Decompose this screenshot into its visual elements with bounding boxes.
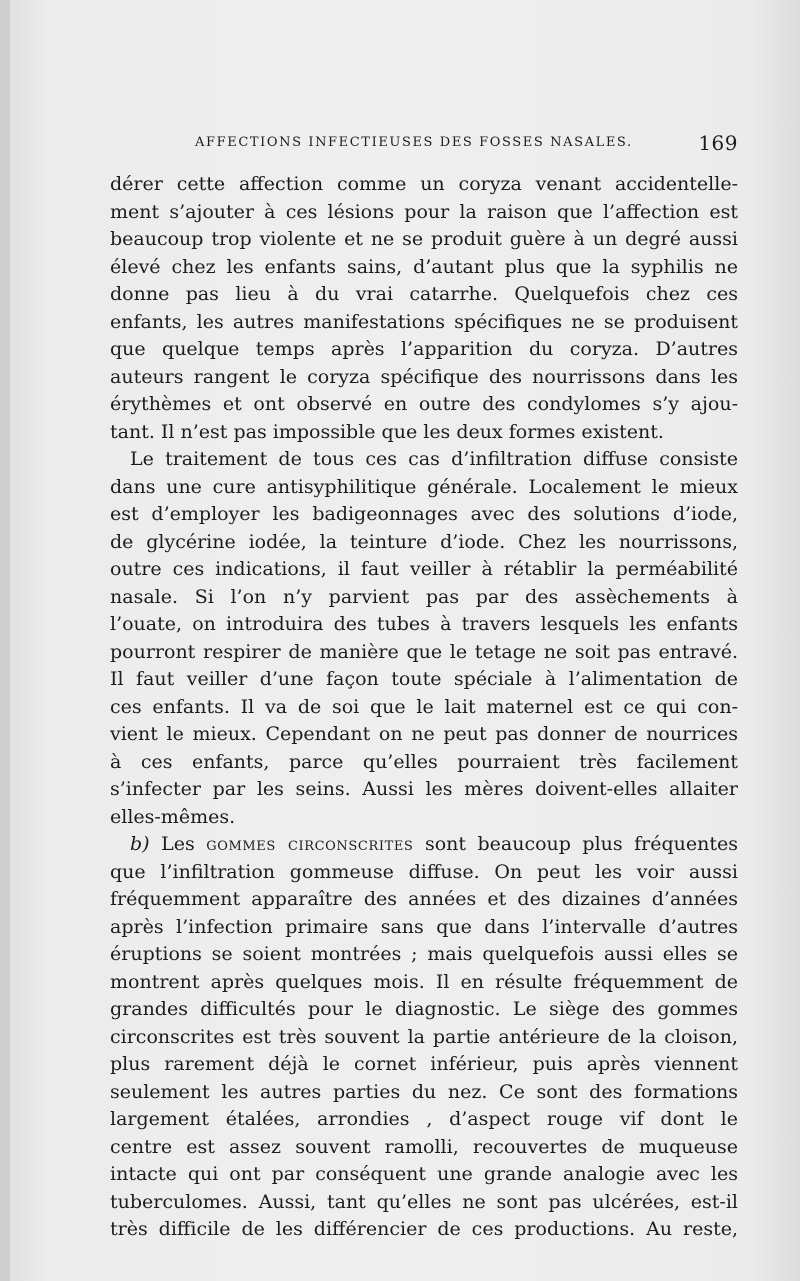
page-gutter <box>0 0 10 1281</box>
text-line: donne pas lieu à du vrai catarrhe. Quelquefois chez ces <box>110 283 738 305</box>
paragraph-traitement <box>110 446 738 831</box>
text-line: très difficile de les différencier de ces productions. Au reste, <box>110 1218 738 1240</box>
text-line <box>110 831 738 859</box>
body-text <box>110 171 738 1244</box>
text-line: fréquemment apparaître des années et des dizaines d’années <box>110 888 738 910</box>
text-line: Le traitement de tous ces cas d’infiltration diffuse consiste <box>130 448 738 470</box>
text-line: elles-mêmes. <box>110 805 236 828</box>
text-line: vient le mieux. Cependant on ne peut pas donner de nourrices <box>110 723 738 745</box>
text-line: pourront respirer de manière que le tetage ne soit pas entravé. <box>110 640 738 663</box>
text-line: ces enfants. Il va de soi que le lait maternel est ce qui con- <box>110 695 738 718</box>
paragraph-gommes <box>110 831 738 1244</box>
text-line: s’infecter par les seins. Aussi les mères doivent-elles allaiter <box>110 778 738 800</box>
text-line: après l’infection primaire sans que dans l’intervalle d’autres <box>110 915 738 938</box>
text-line: élevé chez les enfants sains, d’autant plus que la syphilis ne <box>110 255 738 278</box>
text-line: seulement les autres parties du nez. Ce sont des formations <box>110 1080 738 1103</box>
text-line: érythèmes et ont observé en outre des condylomes s’y ajou- <box>110 393 738 415</box>
text-line: montrent après quelques mois. Il en résulte fréquemment de <box>110 970 738 993</box>
page-number: 169 <box>698 131 738 155</box>
text-line: à ces enfants, parce qu’elles pourraient très facilement <box>110 750 738 773</box>
text-line: que l’infiltration gommeuse diffuse. On peut les voir aussi <box>110 860 738 883</box>
text-line: centre est assez souvent ramolli, recouvertes de muqueuse <box>110 1135 738 1158</box>
text-line: plus rarement déjà le cornet inférieur, puis après viennent <box>110 1053 738 1075</box>
text-line: de glycérine iodée, la teinture d’iode. Chez les nourrissons, <box>110 530 738 553</box>
text-line: largement étalées, arrondies , d’aspect rouge vif dont le <box>110 1108 738 1130</box>
text-line: est d’employer les badigeonnages avec des solutions d’iode, <box>110 503 738 525</box>
text-line: tant. Il n’est pas impossible que les deux formes existent. <box>110 420 664 443</box>
lead-word: Les <box>161 833 195 855</box>
text-line: outre ces indications, il faut veiller à rétablir la perméabilité <box>110 558 738 580</box>
text-line: dérer cette affection comme un coryza venant accidentelle- <box>110 173 738 195</box>
small-caps-term: gommes circonscrites <box>206 833 414 855</box>
text-line: éruptions se soient montrées ; mais quelquefois aussi elles se <box>110 943 738 965</box>
text-line: Il faut veiller d’une façon toute spéciale à l’alimentation de <box>110 668 738 690</box>
text-line: nasale. Si l’on n’y parvient pas par des assèchements à <box>110 585 738 608</box>
running-title: AFFECTIONS INFECTIEUSES DES FOSSES NASALES. <box>195 135 633 150</box>
running-head <box>110 132 738 156</box>
text-line: l’ouate, on introduira des tubes à travers lesquels les enfants <box>110 613 738 635</box>
text-line: enfants, les autres manifestations spécifiques ne se produisent <box>110 310 738 333</box>
text-line: beaucoup trop violente et ne se produit guère à un degré aussi <box>110 228 738 250</box>
list-marker: b) <box>130 833 150 855</box>
text-line: ment s’ajouter à ces lésions pour la raison que l’affection est <box>110 200 738 223</box>
text-line: tuberculomes. Aussi, tant qu’elles ne sont pas ulcérées, est-il <box>110 1190 738 1213</box>
text-line: grandes difficultés pour le diagnostic. Le siège des gommes <box>110 998 738 1020</box>
text-line: dans une cure antisyphilitique générale. Localement le mieux <box>110 475 738 498</box>
first-line-rest: sont beaucoup plus fréquentes <box>424 833 738 855</box>
text-line: intacte qui ont par conséquent une grande analogie avec les <box>110 1163 738 1185</box>
paragraph-coryza <box>110 171 738 446</box>
text-line: circonscrites est très souvent la partie antérieure de la cloison, <box>110 1025 738 1048</box>
text-line: auteurs rangent le coryza spécifique des nourrissons dans les <box>110 365 738 388</box>
text-line: que quelque temps après l’apparition du coryza. D’autres <box>110 338 738 360</box>
